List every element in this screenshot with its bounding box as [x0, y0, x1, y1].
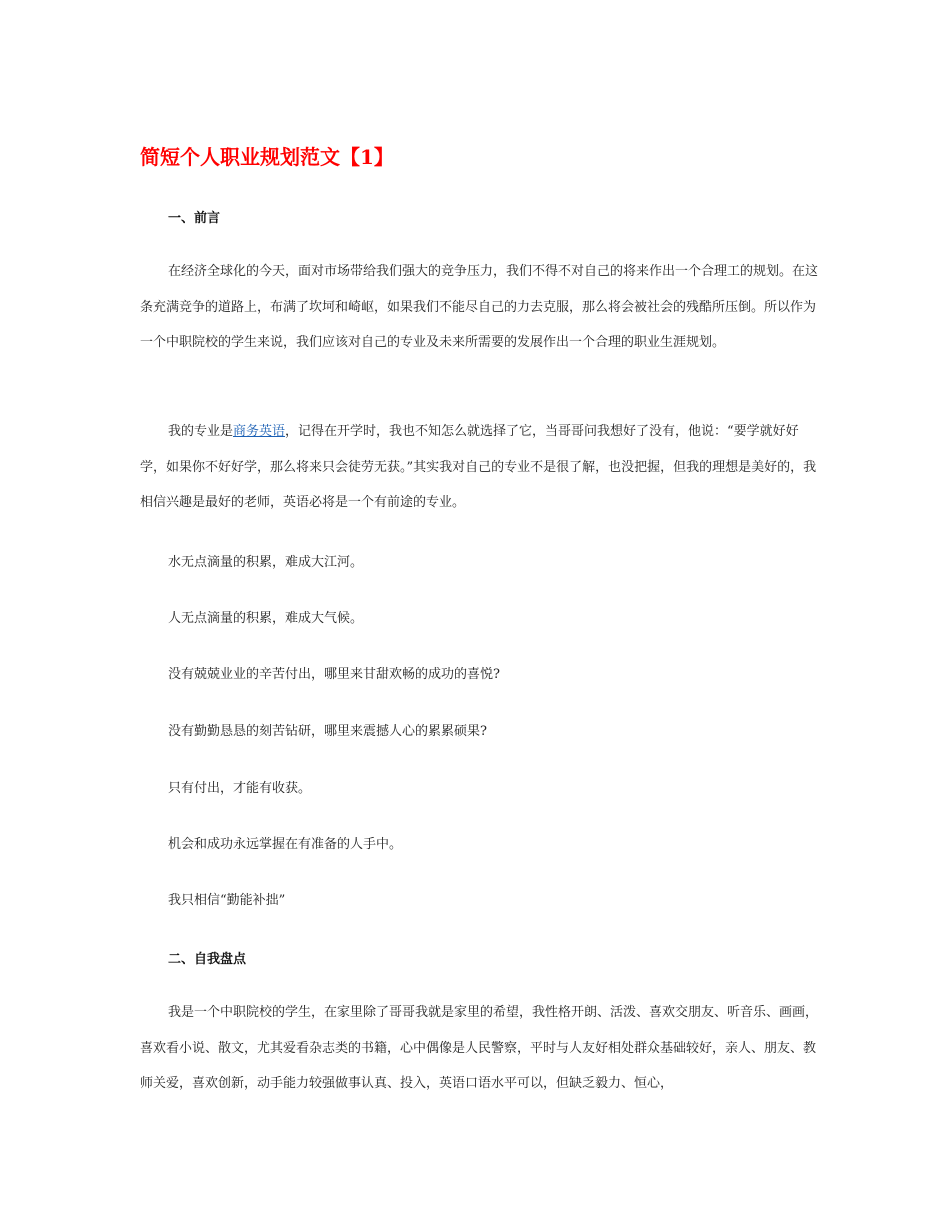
quote-line-6: 机会和成功永远掌握在有准备的人手中。	[168, 837, 403, 852]
section-heading-self-review: 二、自我盘点	[168, 952, 247, 967]
section-heading-preface: 一、前言	[168, 211, 221, 226]
quote-line-3: 没有兢兢业业的辛苦付出，哪里来甘甜欢畅的成功的喜悦?	[168, 667, 500, 682]
paragraph-major-text-end: ，记得在开学时，我也不知怎么就选择了它，当哥哥问我想好了没有，他说：“要学就好好学，如果你不好好学，那么将来只会徒劳无获。”其实我对自己的专业不是很了解，也没把握，但我的理想是美好的，我相信兴趣是最好的老师，英语必将是一个有前途的专业。	[140, 424, 817, 510]
quote-line-4: 没有勤勤恳恳的刻苦钻研，哪里来震撼人心的累累硕果?	[168, 724, 487, 739]
quote-line-5: 只有付出，才能有收获。	[168, 781, 312, 796]
quote-line-1: 水无点滴量的积累，难成大江河。	[168, 555, 364, 570]
business-english-link[interactable]: 商务英语	[233, 424, 286, 439]
document-title: 简短个人职业规划范文【1】	[140, 145, 394, 169]
paragraph-major-text-start: 我的专业是	[168, 424, 234, 439]
quote-line-2: 人无点滴量的积累，难成大气候。	[168, 611, 364, 626]
quote-line-7: 我只相信“勤能补拙”	[168, 893, 286, 908]
paragraph-self-review: 我是一个中职院校的学生，在家里除了哥哥我就是家里的希望，我性格开朗、活泼、喜欢交朋友、听音乐、画画，喜欢看小说、散文，尤其爱看杂志类的书籍，心中偶像是人民警察，平时与人友好相处群众基础较好，亲人、朋友、教师关爱，喜欢创新，动手能力较强做事认真、投入，英语口语水平可以，但缺乏毅力、恒心，	[140, 1005, 819, 1091]
paragraph-intro: 在经济全球化的今天，面对市场带给我们强大的竞争压力，我们不得不对自己的将来作出一个合理工的规划。在这条充满竞争的道路上，布满了坎坷和崎岖，如果我们不能尽自己的力去克服，那么将会被社会的残酷所压倒。所以作为一个中职院校的学生来说，我们应该对自己的专业及未来所需要的发展作出一个合理的职业生涯规划。	[140, 264, 819, 350]
paragraph-major	[140, 414, 820, 521]
